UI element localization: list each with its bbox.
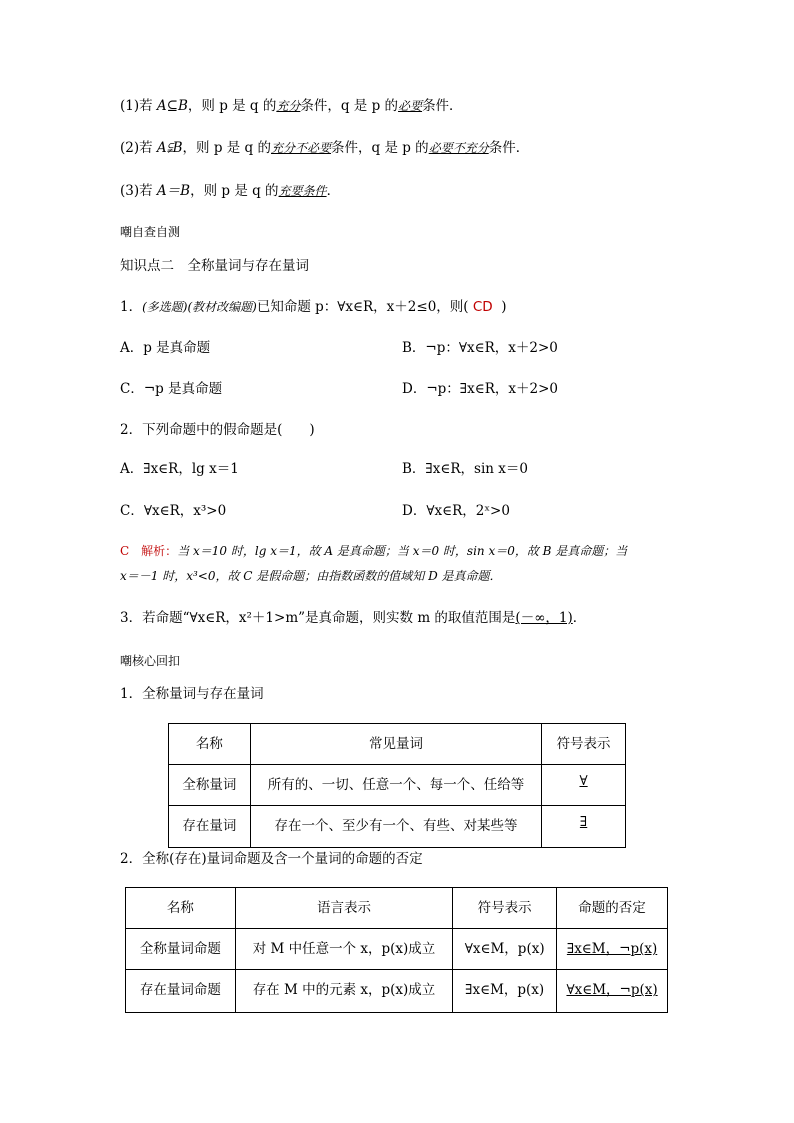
q2-analysis-line-1: C 解析：当 x＝10 时，lg x＝1，故 A 是真命题；当 x＝0 时，sin x＝0，故 B 是真命题；当 bbox=[120, 544, 628, 558]
table-cell: ∃ bbox=[542, 806, 626, 848]
analysis-label: C 解析： bbox=[120, 544, 178, 558]
answer-blank: 必要 bbox=[398, 99, 423, 113]
table-cell: 存在 M 中的元素 x，p(x)成立 bbox=[235, 970, 452, 1013]
q1-option-c: C．¬p 是真命题 bbox=[120, 381, 223, 397]
q1-option-b: B．¬p：∀x∈R，x＋2>0 bbox=[402, 340, 558, 356]
table-cell: 存在量词 bbox=[169, 806, 251, 848]
condition-item-1: (1)若 A⊆B，则 p 是 q 的充分条件，q 是 p 的必要条件． bbox=[120, 98, 463, 114]
table-header-row bbox=[126, 888, 668, 929]
table-header-row bbox=[169, 724, 626, 765]
answer-blank: 充分不必要 bbox=[271, 141, 332, 155]
table-row bbox=[126, 970, 668, 1013]
answer-blank: 必要不充分 bbox=[428, 141, 489, 155]
answer-blank: 充要条件 bbox=[278, 184, 327, 198]
condition-item-3: (3)若 A＝B，则 p 是 q 的充要条件． bbox=[120, 183, 341, 199]
table-cell: 全称量词命题 bbox=[126, 929, 236, 970]
q2-analysis-line-2: x＝－1 时，x³<0，故 C 是假命题；由指数函数的值域知 D 是真命题． bbox=[120, 569, 502, 583]
table-cell: 对 M 中任意一个 x，p(x)成立 bbox=[235, 929, 452, 970]
quantifier-table bbox=[168, 723, 626, 848]
q1-option-a: A．p 是真命题 bbox=[120, 340, 211, 356]
question-tag: (多选题)(教材改编题) bbox=[142, 300, 257, 314]
q2-option-b: B．∃x∈R，sin x＝0 bbox=[402, 461, 528, 477]
self-check-heading: 嘲自查自测 bbox=[120, 225, 181, 239]
table-cell: 存在量词命题 bbox=[126, 970, 236, 1013]
question-1-answer: CD bbox=[472, 299, 493, 315]
core-review-heading: 嘲核心回扣 bbox=[120, 654, 181, 668]
header-cell: 符号表示 bbox=[453, 888, 557, 929]
topic-heading: 知识点二 全称量词与存在量词 bbox=[120, 258, 309, 274]
table-1-title: 1．全称量词与存在量词 bbox=[120, 686, 264, 702]
table-cell: ∃x∈M，¬p(x) bbox=[557, 929, 668, 970]
question-2-stem: 2．下列命题中的假命题是( ) bbox=[120, 422, 315, 438]
header-cell: 符号表示 bbox=[542, 724, 626, 765]
answer-blank: 充分 bbox=[276, 99, 301, 113]
table-cell: ∀x∈M，p(x) bbox=[453, 929, 557, 970]
table-row bbox=[169, 806, 626, 848]
question-1-stem: 1．(多选题)(教材改编题)已知命题 p：∀x∈R，x＋2≤0，则( CD ) bbox=[120, 299, 507, 315]
table-cell: 全称量词 bbox=[169, 765, 251, 806]
table-cell: 存在一个、至少有一个、有些、对某些等 bbox=[250, 806, 541, 848]
header-cell: 常见量词 bbox=[250, 724, 541, 765]
q2-option-a: A．∃x∈R，lg x＝1 bbox=[120, 461, 239, 477]
table-2-title: 2．全称(存在)量词命题及含一个量词的命题的否定 bbox=[120, 851, 423, 867]
table-cell: ∃x∈M，p(x) bbox=[453, 970, 557, 1013]
question-3-stem: 3．若命题“∀x∈R，x²＋1>m”是真命题，则实数 m 的取值范围是(－∞，1)． bbox=[120, 610, 587, 626]
header-cell: 语言表示 bbox=[235, 888, 452, 929]
table-row bbox=[169, 765, 626, 806]
question-3-answer: (－∞，1) bbox=[515, 610, 573, 626]
table-row bbox=[126, 929, 668, 970]
q1-option-d: D．¬p：∃x∈R，x＋2>0 bbox=[402, 381, 558, 397]
q2-option-c: C．∀x∈R，x³>0 bbox=[120, 503, 227, 519]
table-cell: ∀x∈M，¬p(x) bbox=[557, 970, 668, 1013]
q2-option-d: D．∀x∈R，2ˣ>0 bbox=[402, 503, 510, 519]
condition-item-2: (2)若 A⫋B，则 p 是 q 的充分不必要条件，q 是 p 的必要不充分条件． bbox=[120, 140, 530, 156]
header-cell: 命题的否定 bbox=[557, 888, 668, 929]
header-cell: 名称 bbox=[126, 888, 236, 929]
header-cell: 名称 bbox=[169, 724, 251, 765]
table-cell: 所有的、一切、任意一个、每一个、任给等 bbox=[250, 765, 541, 806]
quantifier-proposition-table bbox=[125, 887, 668, 1013]
table-cell: ∀ bbox=[542, 765, 626, 806]
